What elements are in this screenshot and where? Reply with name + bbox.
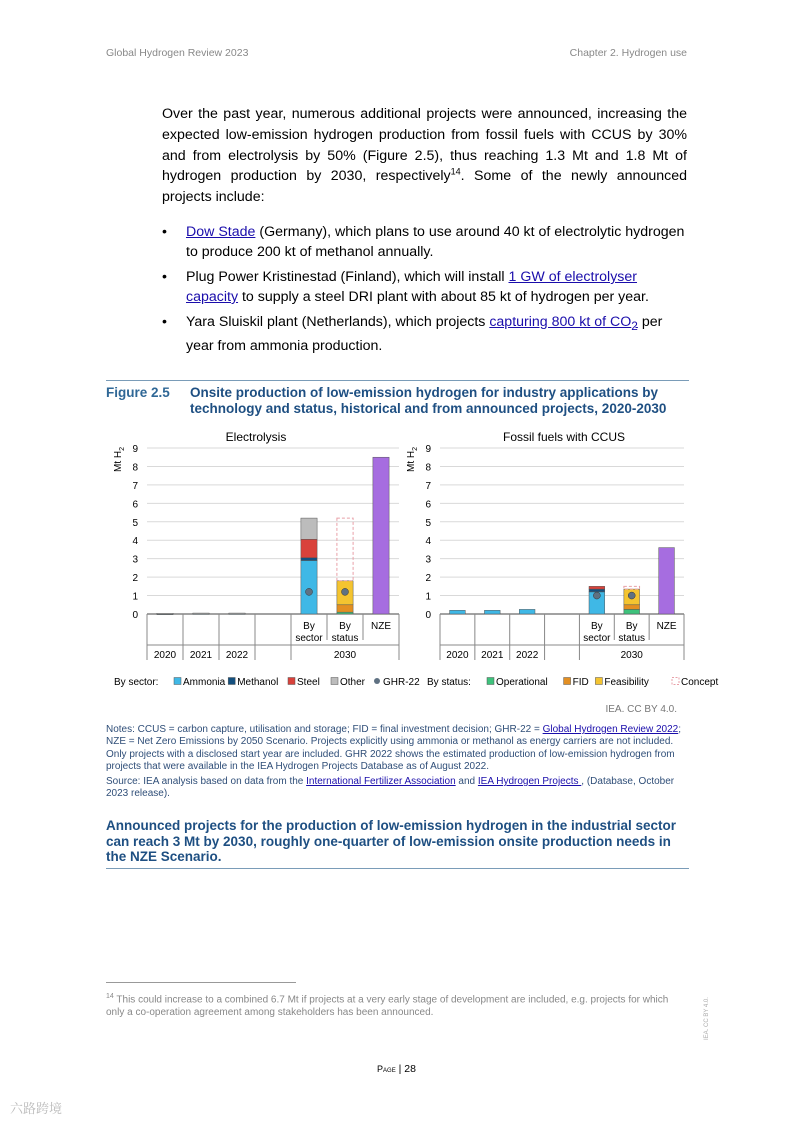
y-tick-label: 4 <box>425 536 431 548</box>
bar-fid <box>337 605 353 612</box>
y-tick-label: 2 <box>425 573 431 585</box>
y-tick-label: 3 <box>425 554 431 566</box>
co2-capture-link[interactable]: capturing 800 kt of $CO_2$ <box>489 314 638 333</box>
figure-bottom-rule <box>106 868 689 869</box>
bar-operational <box>624 609 640 614</box>
legend-label: FID <box>572 677 589 688</box>
bar-other <box>193 613 209 614</box>
dow-stade-link[interactable]: Dow Stade <box>186 224 256 240</box>
legend-label: GHR-22 <box>383 677 420 688</box>
iea-hydrogen-projects-link[interactable]: IEA Hydrogen Projects <box>477 776 582 787</box>
bar-other <box>301 518 317 539</box>
y-tick-label: 7 <box>132 480 138 492</box>
ghr22-marker <box>342 588 349 595</box>
ghr22-marker <box>306 588 313 595</box>
y-tick-label: 0 <box>425 610 431 621</box>
x-category-label: status <box>618 633 646 644</box>
bar-steel <box>301 539 317 557</box>
figure-source: Source: IEA analysis based on data from the International Fertilizer Association and IEA Hydrogen Projects , (Database, October 2023 release). <box>106 776 675 800</box>
x-year-label: 2030 <box>620 650 643 661</box>
bar-methanol <box>589 589 605 592</box>
page-number: Page | 28 <box>377 1063 416 1075</box>
ghr22-marker <box>628 592 635 599</box>
bar-nze <box>373 457 389 614</box>
x-category-label: By <box>339 621 351 632</box>
running-header-right: Chapter 2. Hydrogen use <box>569 47 687 59</box>
bullet-icon: • <box>162 269 167 285</box>
bar-concept <box>624 586 640 589</box>
legend-swatch <box>228 678 235 685</box>
bar-other <box>229 613 245 614</box>
list-item: • Dow Stade (Germany), which plans to use around 40 kt of electrolytic hydrogen to produce 200 kt of methanol annually. <box>162 224 685 260</box>
x-category-label: NZE <box>371 621 391 632</box>
figure-notes: Notes: CCUS = carbon capture, utilisation and storage; FID = final investment decision; GHR-22 = Global Hydrogen Review 2022; NZE = Net Zero Emissions by 2050 Scenario. Projects explicitly using ammonia or methanol as energy carriers are not included. Only projects with a disclosed start year are included. GHR 2022 shows the estimated production of low-emission hydrogen from projects that were available in the IEA Hydrogen Projects Database as of August 2022. <box>106 724 682 773</box>
legend-swatch <box>564 678 571 685</box>
y-tick-label: 0 <box>132 610 138 621</box>
y-tick-label: 6 <box>425 499 431 511</box>
y-tick-label: 9 <box>425 444 431 455</box>
x-year-label: 2030 <box>333 650 357 661</box>
legend-swatch <box>174 678 181 685</box>
bar-ammonia <box>519 609 535 614</box>
figure-label: Figure 2.5 <box>106 385 170 400</box>
footnote-rule <box>106 982 296 983</box>
watermark-text: 六路跨境 <box>10 1101 63 1116</box>
bar-concept <box>337 518 353 581</box>
legend-label: Operational <box>496 677 548 688</box>
x-year-label: 2020 <box>153 650 177 661</box>
bar-nze <box>659 548 675 614</box>
side-credit: IEA. CC BY 4.0. <box>704 997 710 1040</box>
legend-swatch <box>374 678 380 684</box>
bar-steel <box>589 586 605 589</box>
bullet-icon: • <box>162 314 167 330</box>
y-axis-label-subscript: 2 <box>412 446 419 451</box>
y-tick-label: 4 <box>132 536 138 548</box>
legend-title: By status: <box>427 677 471 688</box>
legend-swatch <box>331 678 338 685</box>
y-tick-label: 9 <box>132 444 138 455</box>
chart-title: Electrolysis <box>225 430 287 444</box>
legend-swatch <box>672 678 679 685</box>
bullet-icon: • <box>162 224 167 240</box>
x-category-label: status <box>331 633 359 644</box>
bar-operational <box>337 612 353 614</box>
y-tick-label: 5 <box>425 517 431 529</box>
chart-title: Fossil fuels with CCUS <box>502 430 626 444</box>
legend-label: Ammonia <box>183 677 226 688</box>
bar-ammonia <box>301 561 317 614</box>
x-category-label: NZE <box>656 621 677 632</box>
y-tick-label: 5 <box>132 517 138 529</box>
list-item: • Plug Power Kristinestad (Finland), which will install 1 GW of electrolyser capacity to supply a steel DRI plant with about 85 kt of hydrogen per year. <box>162 269 649 305</box>
bar-other <box>157 613 173 614</box>
electrolyser-capacity-link[interactable]: 1 GW of electrolyser capacity <box>186 269 638 305</box>
y-tick-label: 2 <box>132 573 138 585</box>
y-tick-label: 8 <box>425 462 431 474</box>
x-year-label: 2022 <box>225 650 249 661</box>
y-tick-label: 1 <box>132 591 138 603</box>
x-category-label: By <box>625 621 638 632</box>
ghr22-marker <box>593 592 600 599</box>
y-tick-label: 3 <box>132 554 138 566</box>
legend-swatch <box>487 678 494 685</box>
y-tick-label: 7 <box>425 480 431 492</box>
footnote-ref[interactable]: 14 <box>450 166 461 177</box>
footnote: $^{14}$ This could increase to a combined 6.7 Mt if projects at a very early stage of development are included, e.g. projects for which only a co-operation agreement among stakeholders has been announced. <box>106 993 669 1019</box>
x-category-label: sector <box>583 633 611 644</box>
x-year-label: 2022 <box>516 650 539 661</box>
x-year-label: 2021 <box>189 650 213 661</box>
ifa-link[interactable]: International Fertilizer Association <box>306 776 456 787</box>
y-axis-label: Mt $H_2$ <box>406 446 419 472</box>
bar-ammonia <box>450 610 466 614</box>
x-category-label: By <box>591 621 603 632</box>
legend-swatch <box>288 678 295 685</box>
legend-swatch <box>595 678 602 685</box>
running-header-left: Global Hydrogen Review 2023 <box>106 47 249 59</box>
legend-label: Concept <box>681 677 719 688</box>
y-tick-label: 8 <box>132 462 138 474</box>
y-axis-label-subscript: 2 <box>119 446 126 451</box>
x-category-label: sector <box>295 633 323 644</box>
x-year-label: 2020 <box>446 650 469 661</box>
bar-methanol <box>301 558 317 561</box>
legend-label: Other <box>340 677 366 688</box>
legend-label: Feasibility <box>604 677 649 688</box>
ghr-2022-link[interactable]: Global Hydrogen Review 2022 <box>542 724 679 735</box>
x-category-label: By <box>303 621 315 632</box>
legend-label: Methanol <box>237 677 279 688</box>
legend-title: By sector: <box>114 677 159 688</box>
x-year-label: 2021 <box>481 650 504 661</box>
y-axis-label: Mt $H_2$ <box>113 446 126 472</box>
list-item: • Yara Sluiskil plant (Netherlands), which projects capturing 800 kt of $CO_2$ per year from ammonia production. <box>162 314 663 354</box>
y-tick-label: 6 <box>132 499 138 511</box>
bar-fid <box>624 605 640 610</box>
y-tick-label: 1 <box>425 591 431 603</box>
key-message: Announced projects for the production of low-emission hydrogen in the industrial sector can reach 3 Mt by 2030, roughly one-quarter of low-emission onsite production needs in the NZE Scenario. <box>106 818 677 864</box>
bar-ammonia <box>484 610 500 614</box>
intro-paragraph: Over the past year, numerous additional projects were announced, increasing the expected low-emission hydrogen production from fossil fuels with CCUS by 30% and from electrolysis by 50% (Figure 2.5), thus reaching 1.3 Mt and 1.8 Mt of hydrogen production by 2030, respectively$^{14}$. Some of the newly announced projects include: <box>162 106 687 206</box>
figure-title: Onsite production of low-emission hydrogen for industry applications by technology and status, historical and from announced projects, 2020-2030 <box>190 385 667 416</box>
legend-label: Steel <box>297 677 320 688</box>
figure-credit: IEA. CC BY 4.0. <box>605 704 677 715</box>
